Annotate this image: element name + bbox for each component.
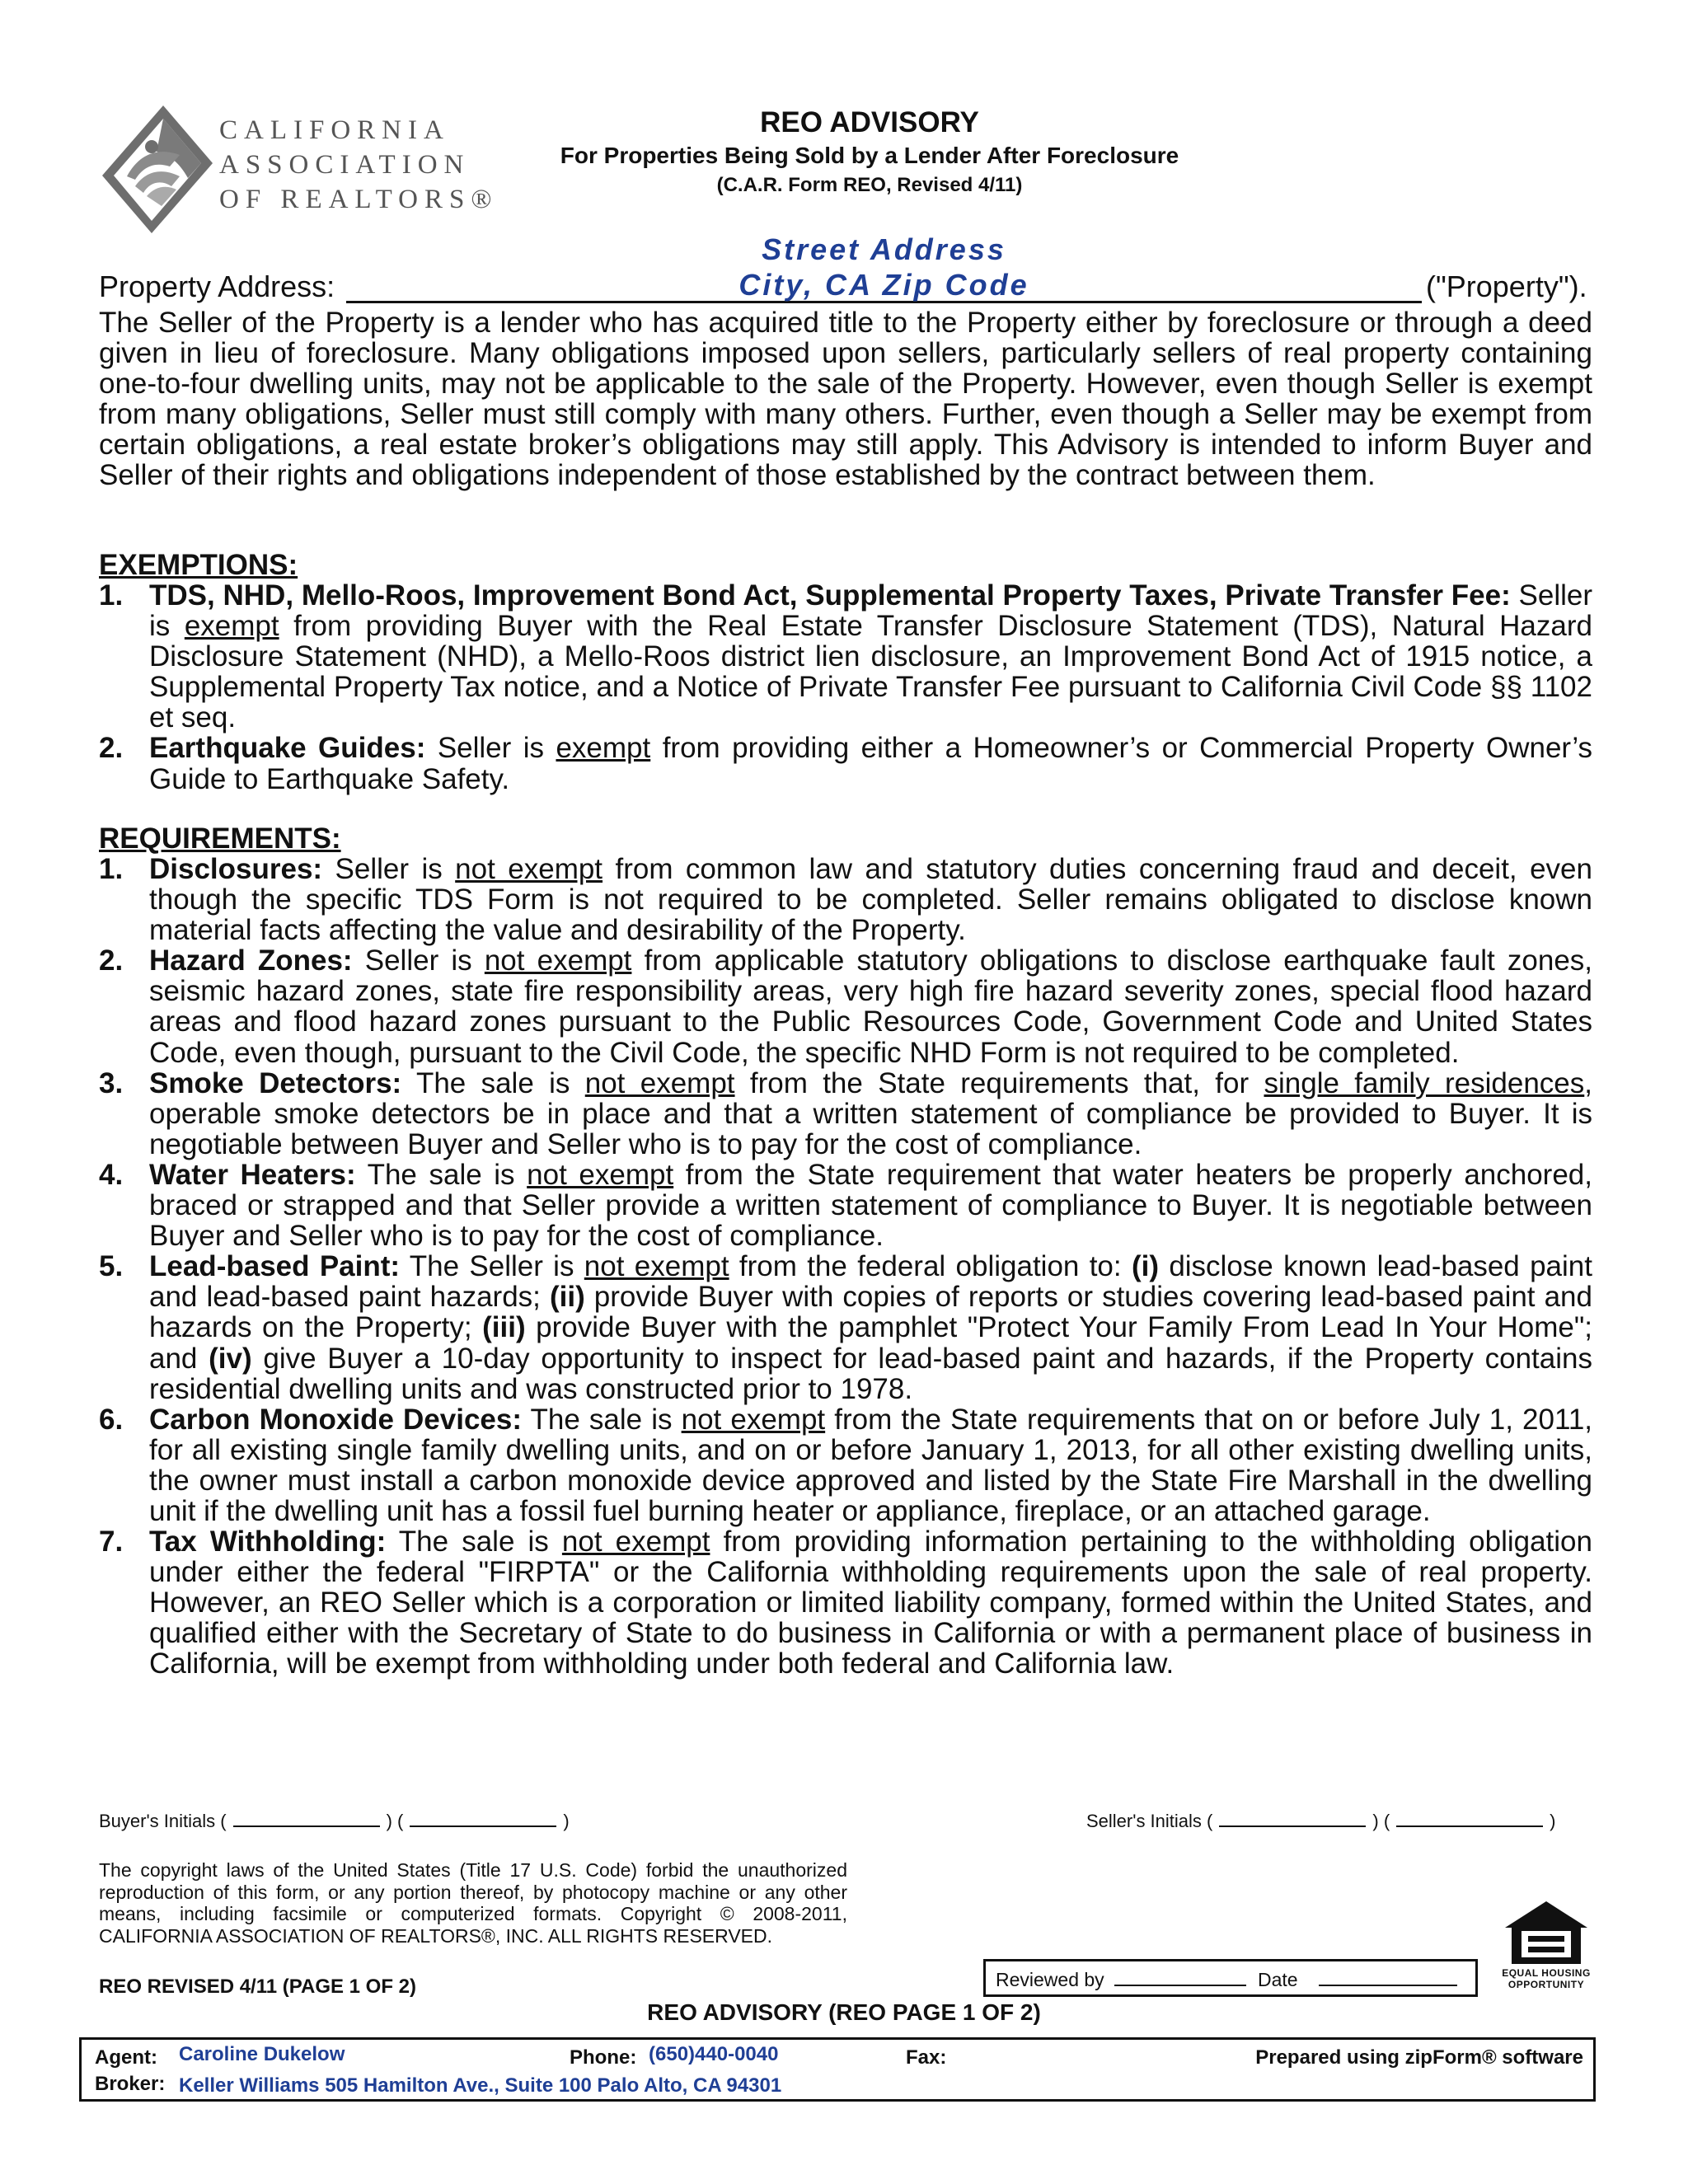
- item-title: Disclosures:: [149, 853, 323, 885]
- item-text: The Seller is: [409, 1250, 574, 1283]
- requirement-item: [99, 1160, 1592, 1251]
- item-text: The sale is: [415, 1066, 570, 1099]
- item-number: 7.: [99, 1526, 124, 1558]
- agent-label: Agent:: [95, 2046, 157, 2069]
- phone-value: (650)440-0040: [649, 2043, 779, 2065]
- broker-label: Broker:: [95, 2073, 166, 2095]
- property-city-field[interactable]: City, CA Zip Code: [738, 268, 1029, 302]
- paren-open: (: [220, 1811, 227, 1831]
- item-mark: exempt: [556, 732, 651, 765]
- requirement-item: [99, 1404, 1592, 1526]
- item-title: Hazard Zones:: [149, 944, 353, 977]
- item-text: from the federal obligation to:: [738, 1250, 1122, 1283]
- item-mark: not exempt: [484, 944, 632, 977]
- eho-line-2: OPPORTUNITY: [1507, 1979, 1585, 1990]
- exemptions-heading: EXEMPTIONS:: [99, 549, 298, 581]
- requirement-item: [99, 1526, 1592, 1679]
- intro-paragraph: The Seller of the Property is a lender who has acquired title to the Property either by foreclosure or through a deed given in lieu of foreclosure. Many obligations imposed upon sellers, particularly sellers of real property containing one-to-four dwelling units, may not be applicable to the sale of the Property. However, even though Seller is exempt from many obligations, Seller must still comply with many others. Further, even though a Seller may be exempt from certain obligations, a real estate broker’s obligations may still apply. This Advisory is intended to inform Buyer and Seller of their rights and obligations independent of those established by the contract between them.: [99, 307, 1592, 492]
- item-title: Lead-based Paint:: [149, 1250, 401, 1283]
- logo-text-line-1: CALIFORNIA: [219, 115, 450, 145]
- requirement-item: [99, 1068, 1592, 1160]
- item-title: Tax Withholding:: [149, 1526, 387, 1558]
- paren-close: ): [563, 1811, 570, 1831]
- item-number: 3.: [99, 1066, 124, 1099]
- paren-mid: ) (: [1372, 1811, 1390, 1831]
- item-text: from providing information pertaining to the withholding obligation under either the federal "FIRPTA" or the California withholding requirements upon the sale of real property. However, an REO Seller which is a corporation or limited liability company, formed within the United States, and qualified either with the Secretary of State to do business in California or with a permanent place of business in California, will be exempt from withholding under both federal and California law.: [149, 1526, 1592, 1680]
- revision-label: REO REVISED 4/11 (PAGE 1 OF 2): [99, 1975, 417, 1998]
- fax-label: Fax:: [906, 2046, 947, 2069]
- item-text: , operable smoke detectors be in place and that a written statement of compliance be provided to Buyer. It is negotiable between Buyer and Seller who is to pay for the cost of compliance.: [149, 1066, 1592, 1160]
- item-mark: not exempt: [584, 1066, 735, 1099]
- item-roman: (ii): [549, 1281, 585, 1314]
- form-subtitle: For Properties Being Sold by a Lender After Foreclosure: [560, 143, 1179, 168]
- item-roman: (iv): [209, 1342, 252, 1375]
- item-text: from the State requirement that water heaters be properly anchored, braced or strapped and that Seller provide a written statement of compliance to Buyer. It is negotiable between Buyer and Seller who is to pay for the cost of compliance.: [149, 1158, 1592, 1253]
- requirement-item: [99, 854, 1592, 945]
- item-number: 4.: [99, 1158, 124, 1191]
- exemption-item: [99, 733, 1592, 794]
- requirements-heading: REQUIREMENTS:: [99, 823, 341, 855]
- item-title: Water Heaters:: [149, 1158, 356, 1191]
- item-text: disclose known lead-based paint and lead-based paint hazards;: [149, 1250, 1592, 1314]
- agent-name: Caroline Dukelow: [179, 2043, 345, 2065]
- item-mark: not exempt: [584, 1250, 729, 1283]
- requirement-item: [99, 945, 1592, 1067]
- buyer-initials: [99, 1811, 570, 1832]
- item-number: 6.: [99, 1403, 124, 1436]
- item-number: 2.: [99, 732, 124, 765]
- property-address-row: [99, 233, 1592, 307]
- item-number: 1.: [99, 579, 124, 612]
- item-number: 2.: [99, 944, 124, 977]
- car-logo-icon: [97, 97, 217, 241]
- item-text: The sale is: [367, 1158, 515, 1191]
- copyright-notice: The copyright laws of the United States (Title 17 U.S. Code) forbid the unauthorized reproduction of this form, or any portion thereof, by photocopy machine or any other means, including facsimile or computerized formats. Copyright © 2008-2011, CALIFORNIA ASSOCIATION OF REALTORS®, INC. ALL RIGHTS RESERVED.: [99, 1859, 847, 1947]
- buyer-initials-label: Buyer's Initials: [99, 1811, 216, 1831]
- form-title-block: [511, 105, 1228, 199]
- seller-initials: [1086, 1811, 1555, 1832]
- broker-value: Keller Williams 505 Hamilton Ave., Suite 100 Palo Alto, CA 94301: [179, 2074, 782, 2097]
- item-mark: not exempt: [527, 1158, 674, 1191]
- car-logo: [97, 97, 509, 241]
- item-mark: not exempt: [561, 1526, 710, 1558]
- item-number: 5.: [99, 1250, 124, 1283]
- item-text: Seller is: [149, 579, 1592, 643]
- buyer-initials-field-2[interactable]: [410, 1811, 556, 1827]
- item-title: TDS, NHD, Mello-Roos, Improvement Bond Act, Supplemental Property Taxes, Private Transfer Fee:: [149, 579, 1511, 612]
- item-number: 1.: [99, 853, 124, 885]
- item-text: Seller is: [437, 732, 545, 765]
- property-street-field[interactable]: Street Address: [762, 232, 1006, 266]
- date-label: Date: [1258, 1969, 1298, 1990]
- form-id: (C.A.R. Form REO, Revised 4/11): [716, 174, 1023, 196]
- item-mark: not exempt: [681, 1403, 826, 1436]
- item-mark: exempt: [184, 610, 279, 643]
- seller-initials-field-1[interactable]: [1219, 1811, 1366, 1827]
- item-roman: (iii): [482, 1311, 526, 1344]
- page-label: REO ADVISORY (REO PAGE 1 OF 2): [647, 1999, 1041, 2025]
- requirements-list: [99, 854, 1592, 1680]
- item-title: Earthquake Guides:: [149, 732, 426, 765]
- logo-text-line-2: ASSOCIATION: [219, 150, 471, 180]
- item-text: from providing Buyer with the Real Estate Transfer Disclosure Statement (TDS), Natural Hazard Disclosure Statement (NHD), a Mello-Roos district lien disclosure, an Improvement Bond Act of 1915 notice, a Supplemental Property Tax notice, and a Notice of Private Transfer Fee pursuant to California Civil Code §§ 1102 et seq.: [149, 610, 1592, 734]
- seller-initials-field-2[interactable]: [1396, 1811, 1543, 1827]
- item-mark: not exempt: [455, 853, 603, 885]
- item-title: Smoke Detectors:: [149, 1066, 402, 1099]
- item-text: from common law and statutory duties concerning fraud and deceit, even though the specific TDS Form is not required to be completed. Seller remains obligated to disclose known material facts affecting the value and desirability of the Property.: [149, 853, 1592, 947]
- exemption-item: [99, 580, 1592, 733]
- property-address-label: Property Address:: [99, 269, 335, 303]
- item-text: from the State requirements that, for: [749, 1066, 1250, 1099]
- equal-housing-icon: [1502, 1900, 1591, 1966]
- reviewed-by-label: Reviewed by: [996, 1969, 1104, 1990]
- seller-initials-label: Seller's Initials: [1086, 1811, 1202, 1831]
- item-text: provide Buyer with copies of reports or studies covering lead-based paint and hazards on the Property;: [149, 1281, 1592, 1344]
- item-text: Seller is: [335, 853, 443, 885]
- paren-close: ): [1550, 1811, 1556, 1831]
- logo-text-line-3: OF REALTORS®: [219, 185, 499, 214]
- item-text: give Buyer a 10-day opportunity to inspect for lead-based paint and hazards, if the Property contains residential dwelling units and was constructed prior to 1978.: [149, 1342, 1592, 1405]
- form-title: REO ADVISORY: [760, 106, 979, 138]
- agent-info-box: [79, 2037, 1596, 2102]
- requirement-item: [99, 1251, 1592, 1404]
- property-suffix: ("Property").: [1426, 269, 1587, 303]
- item-roman: (i): [1131, 1250, 1159, 1283]
- paren-open: (: [1207, 1811, 1213, 1831]
- item-text: from the State requirements that on or before July 1, 2011, for all existing single family dwelling units, and on or before January 1, 2013, for all other existing dwelling units, the owner must install a carbon monoxide device approved and listed by the State Fire Marshall in the dwelling unit if the dwelling unit has a fossil fuel burning heater or appliance, fireplace, or an attached garage.: [149, 1403, 1593, 1527]
- exemptions-list: [99, 580, 1592, 794]
- item-text: The sale is: [530, 1403, 673, 1436]
- buyer-initials-field-1[interactable]: [233, 1811, 380, 1827]
- item-text: provide Buyer with the pamphlet "Protect Your Family From Lead In Your Home"; and: [149, 1311, 1592, 1375]
- item-text: Seller is: [364, 944, 472, 977]
- reviewed-by-box: [983, 1959, 1478, 1997]
- paren-mid: ) (: [386, 1811, 404, 1831]
- item-text: from applicable statutory obligations to disclose earthquake fault zones, seismic hazard zones, state fire responsibility areas, very high fire hazard severity zones, special flood hazard areas and flood hazard zones pursuant to the Public Resources Code, Government Code and United States Code, even though, pursuant to the Civil Code, the specific NHD Form is not required to be completed.: [149, 944, 1593, 1069]
- eho-line-1: EQUAL HOUSING: [1502, 1967, 1591, 1979]
- prepared-using: Prepared using zipForm® software: [1255, 2046, 1583, 2069]
- date-field[interactable]: [1319, 1985, 1457, 1986]
- item-title: Carbon Monoxide Devices:: [149, 1403, 523, 1436]
- phone-label: Phone:: [570, 2046, 637, 2069]
- equal-housing-logo: [1502, 1900, 1591, 1990]
- item-text: from providing either a Homeowner’s or Commercial Property Owner’s Guide to Earthquake Safety.: [149, 732, 1593, 795]
- item-text: The sale is: [398, 1526, 549, 1558]
- item-mark: single family residences: [1264, 1066, 1585, 1099]
- reviewed-by-field[interactable]: [1114, 1985, 1246, 1986]
